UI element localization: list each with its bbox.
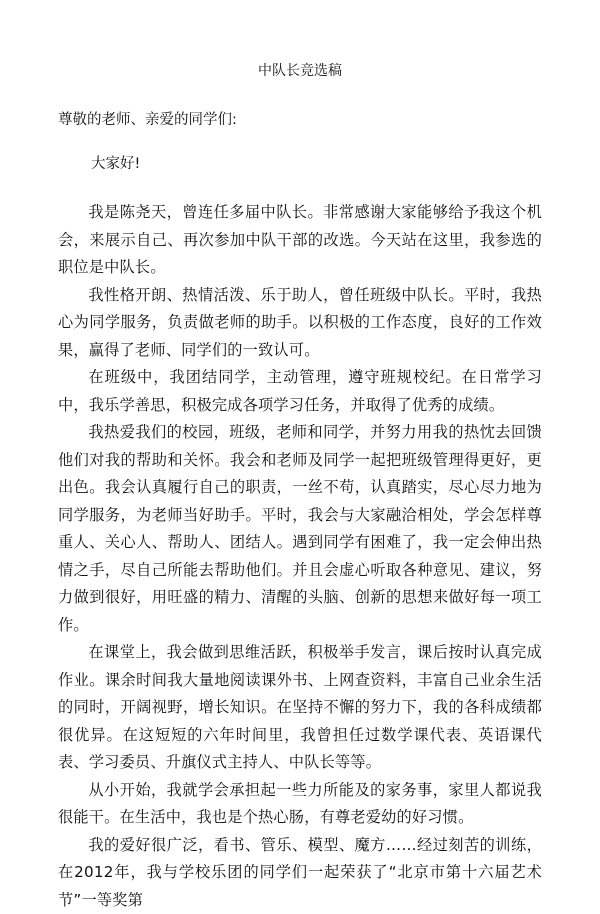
paragraph-personality: 我性格开朗、热情活泼、乐于助人，曾任班级中队长。平时，我热心为同学服务，负责做老师的助手。以积极的工作态度，良好的工作效果，赢得了老师、同学们的一致认可。 bbox=[58, 282, 542, 365]
speech-body bbox=[58, 199, 542, 914]
greeting: 大家好! bbox=[91, 155, 140, 173]
paragraph-introduction: 我是陈尧天，曾连任多届中队长。非常感谢大家能够给予我这个机会，来展示自己、再次参加中队干部的改选。今天站在这里，我参选的职位是中队长。 bbox=[58, 199, 542, 282]
salutation: 尊敬的老师、亲爱的同学们: bbox=[58, 111, 237, 129]
paragraph-class-conduct: 在班级中，我团结同学，主动管理，遵守班规校纪。在日常学习中，我乐学善思，积极完成各项学习任务，并取得了优秀的成绩。 bbox=[58, 364, 542, 419]
paragraph-home-life: 从小开始，我就学会承担起一些力所能及的家务事，家里人都说我很能干。在生活中，我也是个热心肠，有尊老爱幼的好习惯。 bbox=[58, 777, 542, 832]
paragraph-commitment: 我热爱我们的校园，班级，老师和同学，并努力用我的热忱去回馈他们对我的帮助和关怀。我会和老师及同学一起把班级管理得更好，更出色。我会认真履行自己的职责，一丝不苟，认真踏实，尽心尽力地为同学服务，为老师当好助手。平时，我会与大家融洽相处，学会怎样尊重人、关心人、帮助人、团结人。遇到同学有困难了，我一定会伸出热情之手，尽自己所能去帮助他们。并且会虚心听取各种意见、建议，努力做到很好，用旺盛的精力、清醒的头脑、创新的思想来做好每一项工作。 bbox=[58, 419, 542, 639]
document-title: 中队长竞选稿 bbox=[0, 62, 600, 80]
paragraph-hobbies: 我的爱好很广泛，看书、管乐、模型、魔方……经过刻苦的训练，在2012年，我与学校乐团的同学们一起荣获了“北京市第十六届艺术节”一等奖第 bbox=[58, 832, 542, 914]
paragraph-study: 在课堂上，我会做到思维活跃，积极举手发言，课后按时认真完成作业。课余时间我大量地阅读课外书、上网查资料，丰富自己业余生活的同时，开阔视野，增长知识。在坚持不懈的努力下，我的各科成绩都很优异。在这短短的六年时间里，我曾担任过数学课代表、英语课代表、学习委员、升旗仪式主持人、中队长等等。 bbox=[58, 639, 542, 777]
